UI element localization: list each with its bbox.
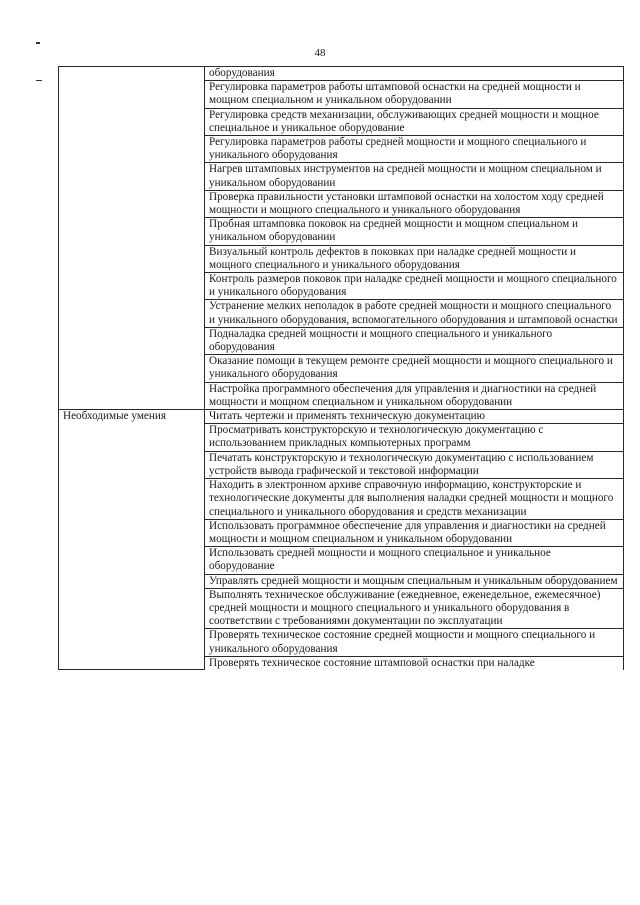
skill-text: Использовать средней мощности и мощного специальное и уникальное оборудование [209, 547, 551, 573]
skill-cell [205, 656, 624, 670]
labor-action-text: Настройка программного обеспечения для управления и диагностики на средней мощности и мощном специальном и уникальном оборудовании [209, 382, 597, 408]
table-row [59, 67, 624, 81]
labor-action-cell [205, 190, 624, 217]
labor-action-text: Пробная штамповка поковок на средней мощности и мощном специальном и уникальном оборудовании [209, 218, 579, 244]
table-row [59, 410, 624, 424]
scan-artifact-mark [36, 42, 40, 44]
labor-action-cell [205, 382, 624, 409]
requirements-table [58, 66, 624, 670]
skill-cell [205, 519, 624, 546]
skill-text: Управлять средней мощности и мощным специальным и уникальным оборудованием [209, 574, 618, 587]
skill-text: Печатать конструкторскую и технологическую документацию с использованием устройств вывода графической и текстовой информации [209, 451, 594, 477]
row-label-cell [59, 67, 205, 410]
skill-cell [205, 410, 624, 424]
skills-label-cell [59, 410, 205, 670]
labor-action-text: Устранение мелких неполадок в работе средней мощности и мощного специального и уникального оборудования, вспомогательного оборудования и штамповой оснастки [209, 300, 618, 326]
labor-action-cell [205, 300, 624, 327]
labor-action-cell [205, 218, 624, 245]
labor-action-text: Регулировка параметров работы штамповой оснастки на средней мощности и мощном специальном и уникальном оборудовании [209, 81, 581, 107]
labor-action-cell [205, 136, 624, 163]
skill-text: Просматривать конструкторскую и технологическую документацию с использованием прикладных компьютерных программ [209, 424, 544, 450]
labor-action-cell [205, 273, 624, 300]
skill-text: Использовать программное обеспечение для управления и диагностики на средней мощности и мощном специальном и уникальном оборудовании [209, 519, 606, 545]
labor-action-text: Проверка правильности установки штамповой оснастки на холостом ходу средней мощности и мощного специального и уникального оборудования [209, 190, 604, 217]
labor-action-cell [205, 163, 624, 190]
labor-action-cell [205, 355, 624, 382]
skill-cell [205, 451, 624, 478]
labor-action-cell [205, 327, 624, 354]
labor-action-text: Регулировка параметров работы средней мощности и мощного специального и уникального оборудования [209, 136, 587, 162]
labor-action-cell [205, 67, 624, 81]
skill-text: Находить в электронном архиве справочную информацию, конструкторские и технологические документы для выполнения наладки средней мощности и мощного специального и уникального оборудования и средств механизации [209, 479, 614, 518]
labor-action-text: Подналадка средней мощности и мощного специального и уникального оборудования [209, 327, 553, 354]
skill-cell [205, 479, 624, 520]
skill-text: Читать чертежи и применять техническую документацию [209, 410, 485, 423]
labor-action-text: Контроль размеров поковок при наладке средней мощности и мощного специального и уникального оборудования [209, 273, 617, 299]
skill-cell [205, 574, 624, 588]
labor-action-text: оборудования [209, 67, 275, 79]
scan-artifact-mark [36, 80, 42, 81]
skills-label: Необходимые умения [63, 410, 166, 423]
labor-action-cell [205, 245, 624, 272]
labor-action-text: Регулировка средств механизации, обслуживающих средней мощности и мощное специальное и уникальное оборудование [209, 108, 599, 134]
labor-action-cell [205, 81, 624, 108]
skill-cell [205, 424, 624, 451]
skill-cell [205, 547, 624, 574]
page-number: 48 [314, 47, 326, 59]
table-body [59, 67, 624, 670]
skill-text: Проверять техническое состояние средней мощности и мощного специального и уникального оборудования [209, 629, 596, 655]
labor-action-text: Нагрев штамповых инструментов на средней мощности и мощном специальном и уникальном оборудовании [209, 163, 602, 189]
labor-action-cell [205, 108, 624, 135]
labor-action-text: Визуальный контроль дефектов в поковках при наладке средней мощности и мощного специального и уникального оборудования [209, 245, 577, 271]
skill-text: Выполнять техническое обслуживание (ежедневное, еженедельное, ежемесячное) средней мощности и мощного специального и уникального оборудования в соответствии с требованиями документации по эксплуатации [209, 588, 601, 628]
skill-text: Проверять техническое состояние штамповой оснастки при наладке [209, 656, 535, 669]
labor-action-text: Оказание помощи в текущем ремонте средней мощности и мощного специального и уникального оборудования [209, 355, 613, 381]
skill-cell [205, 588, 624, 629]
skill-cell [205, 629, 624, 656]
